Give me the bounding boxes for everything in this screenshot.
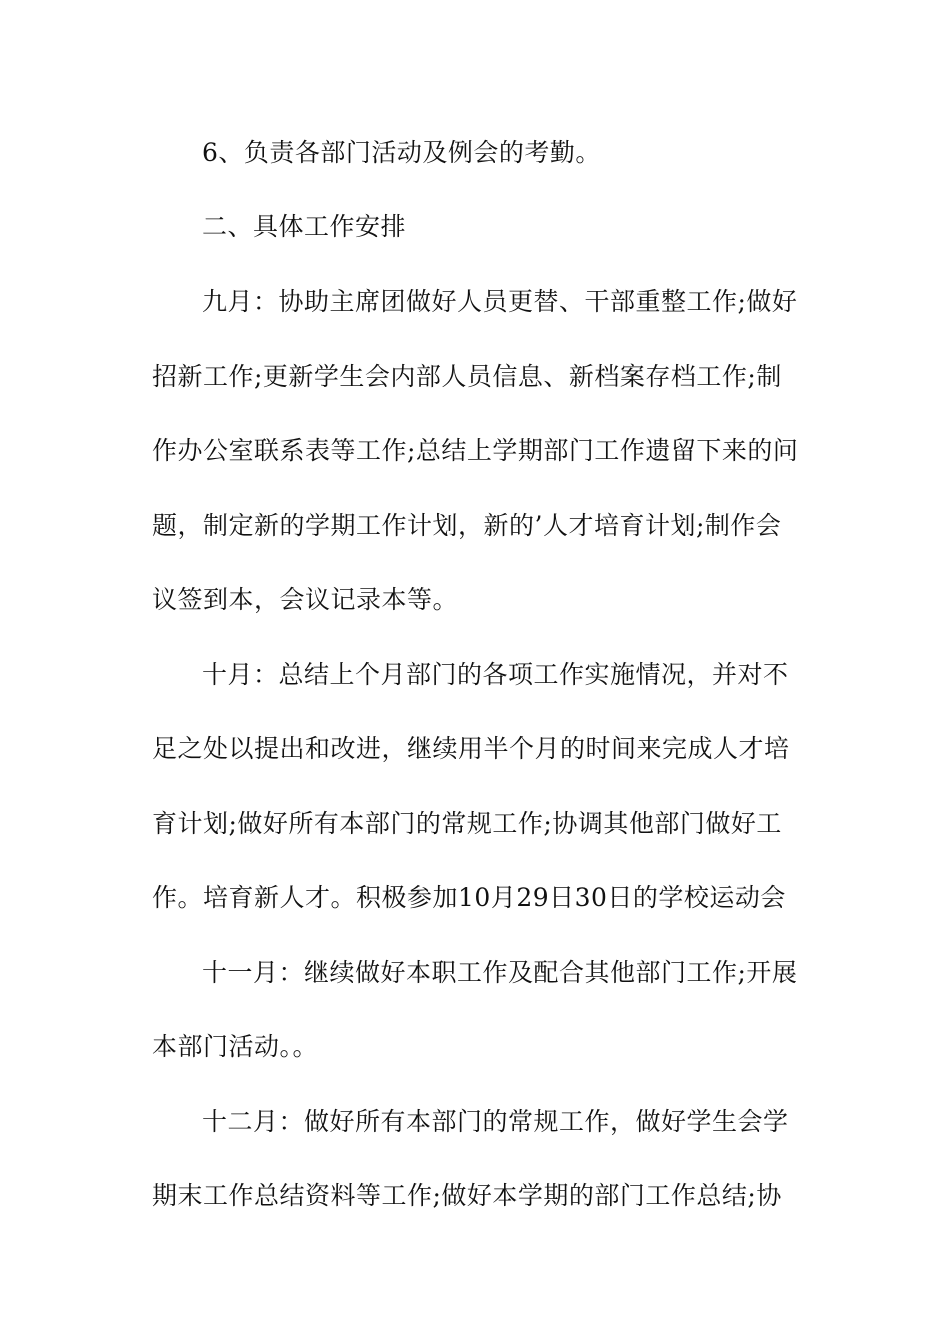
september-plan-line-5: 议签到本，会议记录本等。 xyxy=(152,585,459,614)
november-plan-line-2: 本部门活动。。 xyxy=(152,1032,319,1061)
september-plan-line-2: 招新工作;更新学生会内部人员信息、新档案存档工作;制 xyxy=(152,362,782,391)
september-plan-line-3: 作办公室联系表等工作;总结上学期部门工作遗留下来的问 xyxy=(152,436,799,465)
september-plan-line-1: 九月：协助主席团做好人员更替、干部重整工作;做好 xyxy=(202,287,798,316)
october-plan-line-2: 足之处以提出和改进，继续用半个月的时间来完成人才培 xyxy=(152,734,790,763)
october-plan-line-4: 作。培育新人才。积极参加10月29日30日的学校运动会 xyxy=(152,883,786,912)
duty-item-6: 6、负责各部门活动及例会的考勤。 xyxy=(202,138,601,167)
section-heading-work-arrangement: 二、具体工作安排 xyxy=(202,212,407,241)
november-plan-line-1: 十一月：继续做好本职工作及配合其他部门工作;开展 xyxy=(202,958,798,987)
september-plan-line-4: 题，制定新的学期工作计划，新的’人才培育计划;制作会 xyxy=(152,511,782,540)
october-plan-line-1: 十月：总结上个月部门的各项工作实施情况，并对不 xyxy=(202,660,789,689)
december-plan-line-2: 期末工作总结资料等工作;做好本学期的部门工作总结;协 xyxy=(152,1181,782,1210)
october-plan-line-3: 育计划;做好所有本部门的常规工作;协调其他部门做好工 xyxy=(152,809,782,838)
december-plan-line-1: 十二月：做好所有本部门的常规工作，做好学生会学 xyxy=(202,1107,789,1136)
